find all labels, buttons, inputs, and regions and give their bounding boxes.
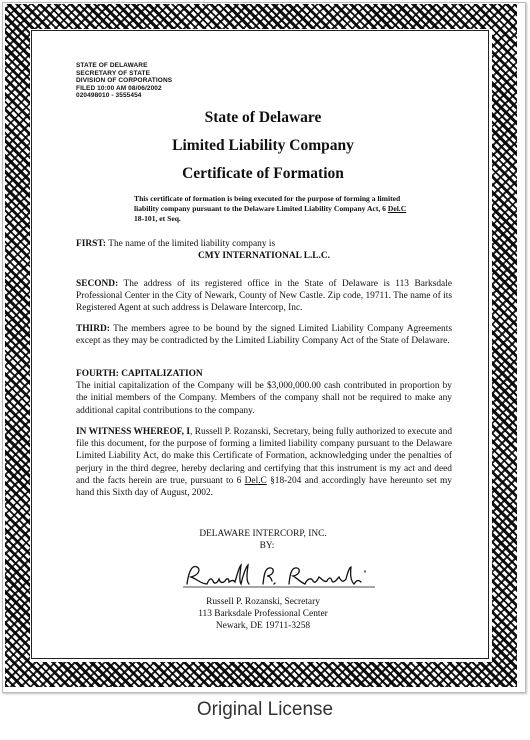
article-third: [76, 323, 452, 347]
signer-address-line1: 113 Barksdale Professional Center: [198, 609, 328, 620]
stamp-line: SECRETARY OF STATE: [76, 69, 151, 77]
signer-name-title: Russell P. Rozanski, Secretary: [206, 597, 320, 607]
certificate-titles: [44, 104, 482, 188]
filing-stamp: [76, 62, 172, 100]
stamp-line: DIVISION OF CORPORATIONS: [76, 77, 173, 85]
intro-text: This certificate of formation is being executed for the purpose of forming a limited liability company pursuant to the Delaware Limited Liability Company Act, 6: [134, 194, 401, 213]
title-certificate: Certificate of Formation: [182, 165, 344, 182]
third-text: The members agree to be bound by the signed Limited Liability Company Agreements except as they may be contradicted by the Limited Liability Company Act of the State of Delaware.: [76, 324, 452, 347]
first-label: FIRST:: [76, 239, 107, 249]
signature-stroke-middle: [263, 568, 275, 584]
second-label: SECOND:: [76, 279, 119, 289]
article-second: [76, 278, 452, 315]
witness-text: , Russell P. Rozanski, Secretary, being fully authorized to execute and file this document, for the purpose of forming a limited liability company pursuant to the Delaware Limited Liability Act, do make this Certificate of Formation, acknowledging under the penalties of perjury in the third degree, hereby declaring and certifying that this instrument is my act and deed and the facts herein are true, pursuant to 6: [76, 427, 453, 486]
fourth-text: The initial capitalization of the Company will be $3,000,000.00 cash contributed in proportion by the initial members of the Company. Members of the company shall not be required to make any additional capital contributions to the company.: [76, 381, 452, 416]
signer-details: [44, 596, 482, 633]
witness-del-c: Del.C: [244, 475, 267, 486]
intro-text-end: 18-101, et Seq.: [134, 214, 181, 223]
witness-text-end: §18-204 and accordingly have hereunto set my hand this Sixth day of August, 2002.: [76, 475, 452, 499]
handwritten-signature: [179, 557, 379, 597]
fourth-label: FOURTH: CAPITALIZATION: [76, 369, 203, 379]
certificate-content: [44, 40, 482, 650]
stamp-line: STATE OF DELAWARE: [76, 62, 148, 69]
signer-header: [44, 528, 482, 552]
stamp-line: 020498010 - 3555454: [76, 92, 142, 100]
title-state: State of Delaware: [204, 109, 322, 126]
witness-clause: [76, 426, 452, 499]
intro-del-c: Del.C: [387, 204, 407, 213]
intro-statement: [134, 194, 414, 224]
witness-label: IN WITNESS WHEREOF, I: [76, 427, 190, 437]
signature-stroke-last: [289, 567, 365, 584]
image-caption: Original License: [196, 699, 334, 720]
company-name: CMY INTERNATIONAL L.L.C.: [197, 251, 331, 262]
first-text: The name of the limited liability company is: [106, 239, 276, 249]
third-label: THIRD:: [76, 324, 110, 334]
second-text: The address of its registered office in the State of Delaware is 113 Barksdale Professional Center in the City of Newark, County of New Castle. Zip code, 19711. The name of its Registered Agent at such address is Delaware Intercorp, Inc.: [76, 279, 452, 314]
stamp-line: FILED 10:00 AM 08/06/2002: [76, 84, 162, 92]
signer-company: DELAWARE INTERCORP, INC.: [199, 529, 327, 539]
title-company-type: Limited Liability Company: [172, 137, 354, 154]
signer-by: BY:: [259, 541, 275, 552]
signature-stroke-first: [187, 565, 249, 584]
signer-address-line2: Newark, DE 19711-3258: [215, 621, 311, 632]
article-first: [76, 238, 452, 262]
article-fourth: [76, 368, 452, 417]
